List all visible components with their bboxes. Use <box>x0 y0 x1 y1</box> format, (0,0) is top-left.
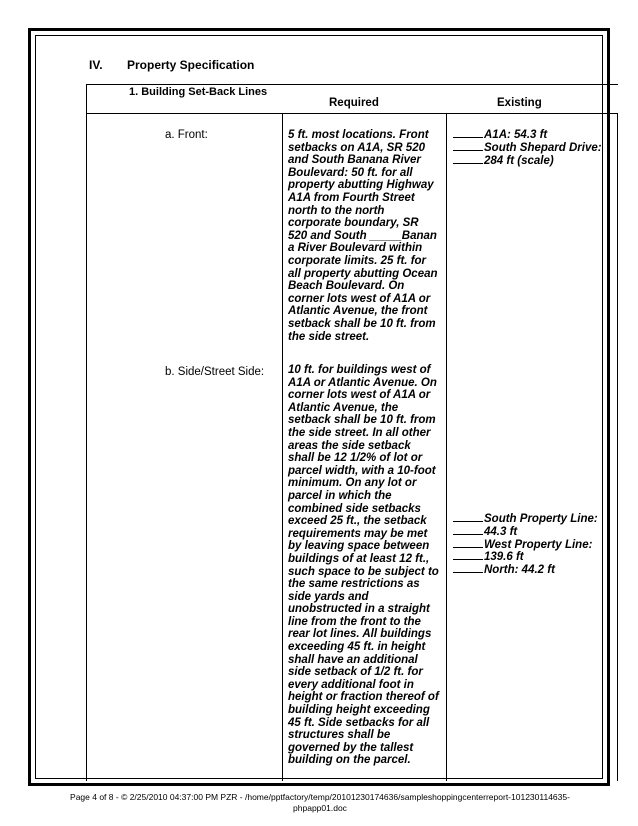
existing-values-front <box>453 129 613 167</box>
fill-blank <box>453 521 483 522</box>
existing-values-side-street <box>453 513 613 577</box>
text-line: building height exceeding <box>288 704 430 717</box>
text-line: parcel in which the <box>288 489 392 502</box>
text-line: setbacks on A1A, SR 520 <box>288 141 425 154</box>
required-text-front <box>288 129 446 343</box>
text-line: 45 ft. Side setbacks for all <box>288 716 430 729</box>
text-line: corporate boundary, SR <box>288 217 419 230</box>
text-line: side yards and <box>288 590 369 603</box>
text-line: by leaving space between <box>288 540 430 553</box>
text-line: requirements may be met <box>288 527 428 540</box>
existing-value: South Shepard Drive: <box>484 141 602 154</box>
section-number: IV. <box>89 58 103 72</box>
existing-value: 44.3 ft <box>484 525 518 538</box>
existing-value: 284 ft (scale) <box>484 154 554 167</box>
column-header-required: Required <box>329 97 379 109</box>
fill-blank <box>453 559 483 560</box>
existing-value: West Property Line: <box>484 538 593 551</box>
text-line: the side street. In all other <box>288 426 431 439</box>
existing-line <box>453 551 613 564</box>
text-line: and South Banana River <box>288 154 421 167</box>
existing-line <box>453 526 613 539</box>
fill-blank <box>453 547 483 548</box>
existing-line <box>453 142 613 155</box>
item-label-front: a. Front: <box>165 129 208 141</box>
fill-blank <box>453 137 483 138</box>
required-text-side-street <box>288 364 446 767</box>
text-line: line from the front to the <box>288 615 421 628</box>
section-title: Property Specification <box>127 58 255 72</box>
text-line: all property abutting Ocean <box>288 267 438 280</box>
text-line: every additional foot in <box>288 678 414 691</box>
footer-line: Page 4 of 8 - © 2/25/2010 04:37:00 PM PZR - /home/pptfactory/temp/20101230174636/sampleshoppingcenterreport-101230114635- <box>70 792 570 802</box>
text-line: A1A from Fourth Street <box>288 191 415 204</box>
existing-line <box>453 129 613 142</box>
fill-blank <box>453 150 483 151</box>
text-line: combined side setbacks <box>288 502 421 515</box>
text-line: corner lots west of A1A or <box>288 292 431 305</box>
text-line: north to the north <box>288 204 385 217</box>
text-line: buildings of at least 12 ft., <box>288 552 430 565</box>
existing-line <box>453 564 613 577</box>
text-line: side setback of 1/2 ft. for <box>288 666 423 679</box>
row-label: 1. Building Set-Back Lines <box>129 86 268 98</box>
text-line: parcel width, with a 10-foot <box>288 464 436 477</box>
text-line: Atlantic Avenue, the <box>288 401 399 414</box>
existing-value: North: 44.2 ft <box>484 564 555 577</box>
text-line: Boulevard: 50 ft. for all <box>288 166 413 179</box>
text-line: the same restrictions as <box>288 578 420 591</box>
text-line: property abutting Highway <box>288 179 434 192</box>
column-divider <box>282 113 283 781</box>
fill-blank <box>453 163 483 164</box>
text-line: 520 and South _____Banan <box>288 229 437 242</box>
setback-table <box>86 84 618 781</box>
text-line: shall have an additional <box>288 653 418 666</box>
existing-value: A1A: 54.3 ft <box>484 129 548 141</box>
text-line: exceeding 45 ft. in height <box>288 641 426 654</box>
text-line: areas the side setback <box>288 439 411 452</box>
text-line: height or fraction thereof of <box>288 691 439 704</box>
text-line: rear lot lines. All buildings <box>288 628 432 641</box>
column-divider <box>617 113 618 781</box>
existing-value: 139.6 ft <box>484 551 524 564</box>
column-divider <box>446 113 447 781</box>
text-line: setback shall be 10 ft. from <box>288 414 436 427</box>
existing-line <box>453 539 613 552</box>
column-header-existing: Existing <box>497 97 542 109</box>
text-line: A1A or Atlantic Avenue. On <box>288 376 437 389</box>
text-line: minimum. On any lot or <box>288 477 417 490</box>
fill-blank <box>453 534 483 535</box>
text-line: setback shall be 10 ft. from <box>288 317 436 330</box>
text-line: 10 ft. for buildings west of <box>288 364 431 376</box>
text-line: unobstructed in a straight <box>288 603 430 616</box>
text-line: the side street. <box>288 330 370 343</box>
existing-line <box>453 513 613 526</box>
text-line: Beach Boulevard. On <box>288 280 405 293</box>
existing-line <box>453 155 613 168</box>
text-line: exceed 25 ft., the setback <box>288 515 427 528</box>
table-header-row <box>87 85 618 114</box>
text-line: building on the parcel. <box>288 754 411 767</box>
text-line: governed by the tallest <box>288 741 414 754</box>
existing-value: South Property Line: <box>484 513 598 525</box>
text-line: Atlantic Avenue, the front <box>288 305 428 318</box>
text-line: corporate limits. 25 ft. for <box>288 254 427 267</box>
item-label-side-street: b. Side/Street Side: <box>165 366 265 378</box>
page-footer <box>60 792 580 814</box>
text-line: a River Boulevard within <box>288 242 423 255</box>
fill-blank <box>453 572 483 573</box>
footer-line: phpapp01.doc <box>293 803 347 813</box>
text-line: shall be 12 1/2% of lot or <box>288 452 423 465</box>
text-line: such space to be subject to <box>288 565 439 578</box>
text-line: corner lots west of A1A or <box>288 389 431 402</box>
text-line: 5 ft. most locations. Front <box>288 129 429 141</box>
text-line: structures shall be <box>288 729 391 742</box>
